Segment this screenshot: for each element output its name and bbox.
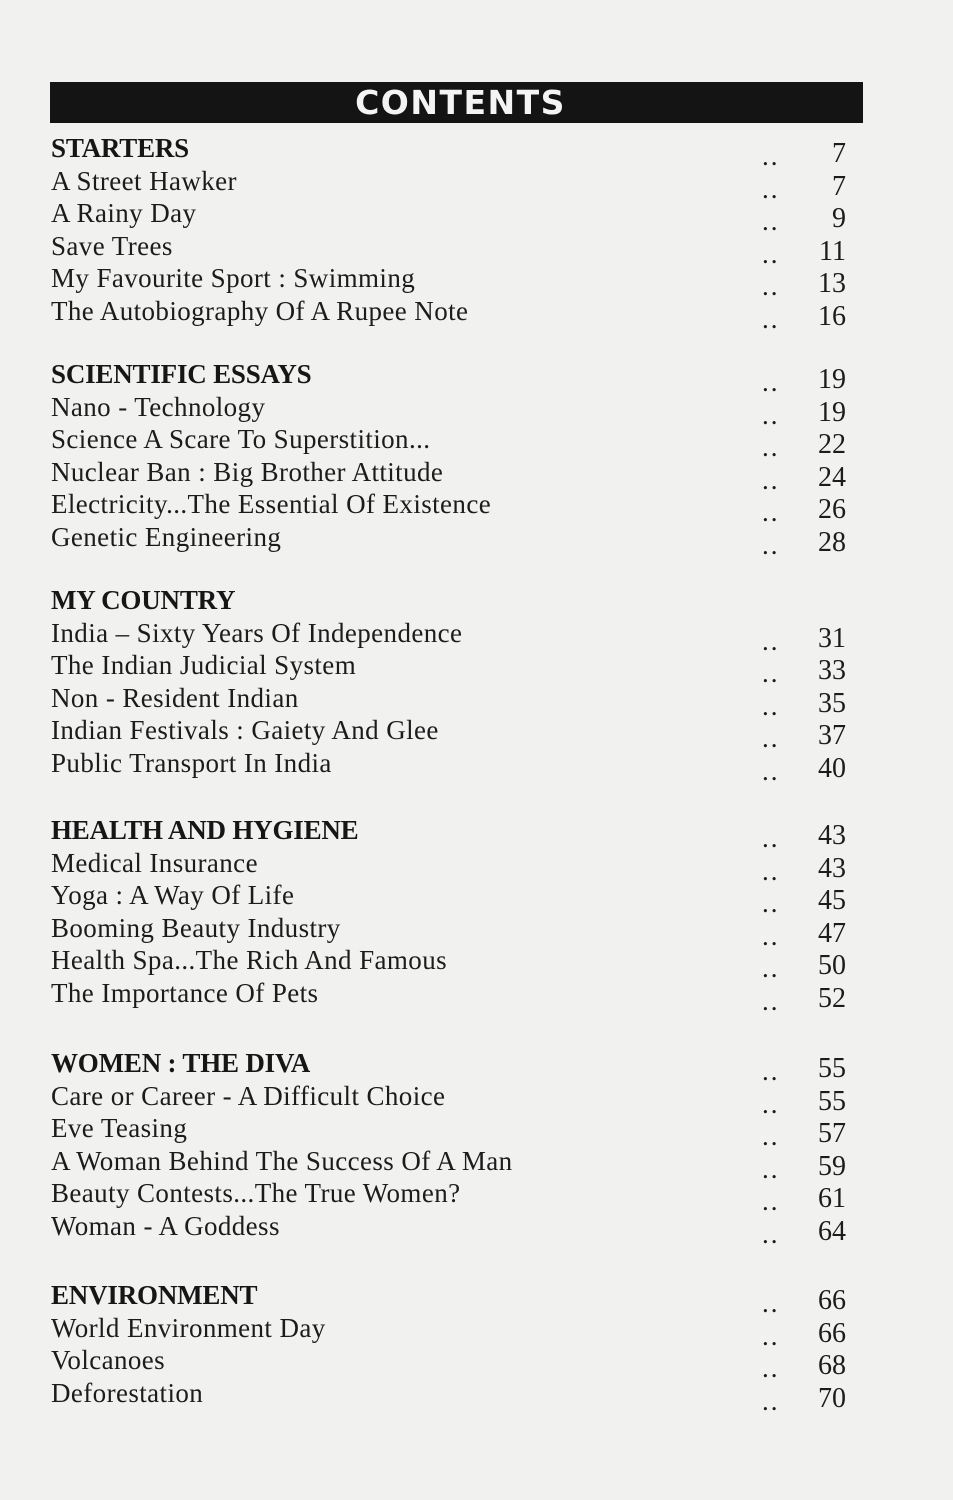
- page-title: CONTENTS: [355, 83, 566, 122]
- page-number: 19: [818, 364, 846, 395]
- page-number: 35: [818, 687, 846, 719]
- leader-dots: ..: [762, 1186, 780, 1217]
- toc-entry: [0, 912, 953, 951]
- page-number: 55: [818, 1085, 846, 1117]
- page-number: 26: [818, 494, 846, 526]
- toc-entry: [0, 1178, 953, 1217]
- entry-title: Science A Scare To Superstition...: [51, 424, 431, 455]
- toc-entry: [0, 847, 953, 886]
- section-heading: WOMEN : THE DIVA: [51, 1048, 311, 1078]
- entry-title: Indian Festivals : Gaiety And Glee: [51, 715, 439, 746]
- leader-dots: ..: [762, 986, 780, 1016]
- toc-entry: [0, 1145, 953, 1184]
- entry-title: Nano - Technology: [51, 391, 266, 422]
- leader-dots: ..: [762, 206, 780, 237]
- entry-title: My Favourite Sport : Swimming: [51, 263, 416, 294]
- entry-title: A Street Hawker: [51, 165, 237, 196]
- entry-title: A Rainy Day: [51, 198, 197, 229]
- leader-dots: ..: [762, 1320, 780, 1351]
- section-heading-row: [0, 133, 953, 171]
- leader-dots: ..: [762, 1353, 780, 1384]
- entry-title: The Indian Judicial System: [51, 650, 357, 681]
- leader-dots: ..: [762, 432, 780, 463]
- page-number: 28: [818, 527, 846, 558]
- leader-dots: ..: [762, 1153, 780, 1184]
- leader-dots: ..: [762, 304, 780, 334]
- page-number: 7: [832, 138, 846, 169]
- page-number: 47: [818, 917, 846, 949]
- page-number: 37: [818, 720, 846, 752]
- leader-dots: ..: [762, 823, 780, 853]
- leader-dots: ..: [762, 399, 780, 430]
- section-heading: HEALTH AND HYGIENE: [51, 815, 359, 845]
- page-number: 61: [818, 1183, 846, 1215]
- page-number: 64: [818, 1216, 846, 1247]
- leader-dots: ..: [762, 855, 780, 886]
- section-heading: STARTERS: [51, 133, 190, 163]
- page-number: 16: [818, 301, 846, 332]
- leader-dots: ..: [762, 367, 780, 397]
- entry-title: Medical Insurance: [51, 847, 258, 878]
- leader-dots: ..: [762, 888, 780, 919]
- entry-title: Save Trees: [51, 230, 173, 261]
- entry-title: Electricity...The Essential Of Existence: [51, 489, 492, 520]
- page-number: 52: [818, 983, 846, 1014]
- toc-entry: [0, 391, 953, 430]
- entry-title: Booming Beauty Industry: [51, 912, 341, 943]
- page-number: 66: [818, 1285, 846, 1316]
- toc-entry: [0, 715, 953, 754]
- section-heading-row: [0, 1048, 953, 1086]
- page-number: 70: [818, 1382, 846, 1414]
- toc-entry: [0, 650, 953, 689]
- leader-dots: ..: [762, 1056, 780, 1086]
- entry-title: Non - Resident Indian: [51, 682, 299, 713]
- section-heading: MY COUNTRY: [51, 585, 236, 615]
- leader-dots: ..: [762, 625, 780, 656]
- toc-entry: [0, 1345, 953, 1384]
- toc-entry: [0, 263, 953, 302]
- toc-entry: [0, 1211, 953, 1249]
- leader-dots: ..: [762, 953, 780, 984]
- toc-entry: [0, 748, 953, 786]
- entry-title: The Importance Of Pets: [51, 978, 319, 1008]
- leader-dots: ..: [762, 690, 780, 721]
- page-number: 22: [818, 429, 846, 461]
- page-number: 13: [818, 268, 846, 300]
- contents-banner: [50, 82, 863, 123]
- section-heading-row: [0, 359, 953, 397]
- page-number: 66: [818, 1317, 846, 1349]
- page-number: 59: [818, 1150, 846, 1182]
- page-number: 43: [818, 852, 846, 884]
- entry-title: A Woman Behind The Success Of A Man: [51, 1145, 513, 1176]
- page-number: 7: [832, 170, 846, 202]
- page-number: 19: [818, 396, 846, 428]
- toc-entry: [0, 456, 953, 495]
- leader-dots: ..: [762, 141, 780, 171]
- page-number: 43: [818, 820, 846, 851]
- toc-entry: [0, 296, 953, 334]
- leader-dots: ..: [762, 530, 780, 560]
- section-heading-row: [0, 1280, 953, 1318]
- toc-entry: [0, 165, 953, 204]
- leader-dots: ..: [762, 173, 780, 204]
- page-number: 55: [818, 1053, 846, 1084]
- leader-dots: ..: [762, 464, 780, 495]
- toc-entry: [0, 682, 953, 721]
- leader-dots: ..: [762, 1121, 780, 1152]
- toc-entry: [0, 424, 953, 463]
- toc-entry: [0, 1312, 953, 1351]
- leader-dots: ..: [762, 1219, 780, 1249]
- page-number: 57: [818, 1118, 846, 1150]
- toc-entry: [0, 1080, 953, 1119]
- entry-title: Public Transport In India: [51, 748, 332, 778]
- leader-dots: ..: [762, 658, 780, 689]
- entry-title: Beauty Contests...The True Women?: [51, 1178, 461, 1209]
- toc-entry: [0, 198, 953, 237]
- page-number: 31: [818, 622, 846, 654]
- entry-title: Volcanoes: [51, 1345, 166, 1376]
- entry-title: Health Spa...The Rich And Famous: [51, 945, 448, 976]
- section-heading: ENVIRONMENT: [51, 1280, 258, 1310]
- entry-title: Care or Career - A Difficult Choice: [51, 1080, 446, 1111]
- toc-entry: [0, 945, 953, 984]
- leader-dots: ..: [762, 238, 780, 269]
- entry-title: Nuclear Ban : Big Brother Attitude: [51, 456, 444, 487]
- entry-title: Woman - A Goddess: [51, 1211, 280, 1241]
- section-heading-row: [0, 815, 953, 853]
- leader-dots: ..: [762, 723, 780, 754]
- leader-dots: ..: [762, 497, 780, 528]
- section-heading: SCIENTIFIC ESSAYS: [51, 359, 312, 389]
- leader-dots: ..: [762, 1288, 780, 1318]
- entry-title: Deforestation: [51, 1377, 204, 1408]
- toc-entry: [0, 1377, 953, 1416]
- leader-dots: ..: [762, 920, 780, 951]
- toc-entry: [0, 230, 953, 269]
- leader-dots: ..: [762, 271, 780, 302]
- page-number: 50: [818, 950, 846, 982]
- entry-title: The Autobiography Of A Rupee Note: [51, 296, 469, 326]
- page-number: 68: [818, 1350, 846, 1382]
- leader-dots: ..: [762, 756, 780, 786]
- page-number: 33: [818, 655, 846, 687]
- entry-title: Genetic Engineering: [51, 522, 282, 552]
- page-number: 9: [832, 203, 846, 235]
- toc-entry: [0, 522, 953, 560]
- entry-title: Eve Teasing: [51, 1113, 188, 1144]
- toc-entry: [0, 617, 953, 656]
- leader-dots: ..: [762, 1385, 780, 1416]
- page-number: 45: [818, 885, 846, 917]
- entry-title: India – Sixty Years Of Independence: [51, 617, 463, 648]
- leader-dots: ..: [762, 1088, 780, 1119]
- page-number: 11: [819, 235, 846, 267]
- toc-entry: [0, 880, 953, 919]
- page-number: 40: [818, 753, 846, 784]
- toc-entry: [0, 1113, 953, 1152]
- section-heading-row: [0, 585, 953, 618]
- toc-entry: [0, 978, 953, 1016]
- entry-title: World Environment Day: [51, 1312, 326, 1343]
- toc-entry: [0, 489, 953, 528]
- entry-title: Yoga : A Way Of Life: [51, 880, 295, 911]
- page-number: 24: [818, 461, 846, 493]
